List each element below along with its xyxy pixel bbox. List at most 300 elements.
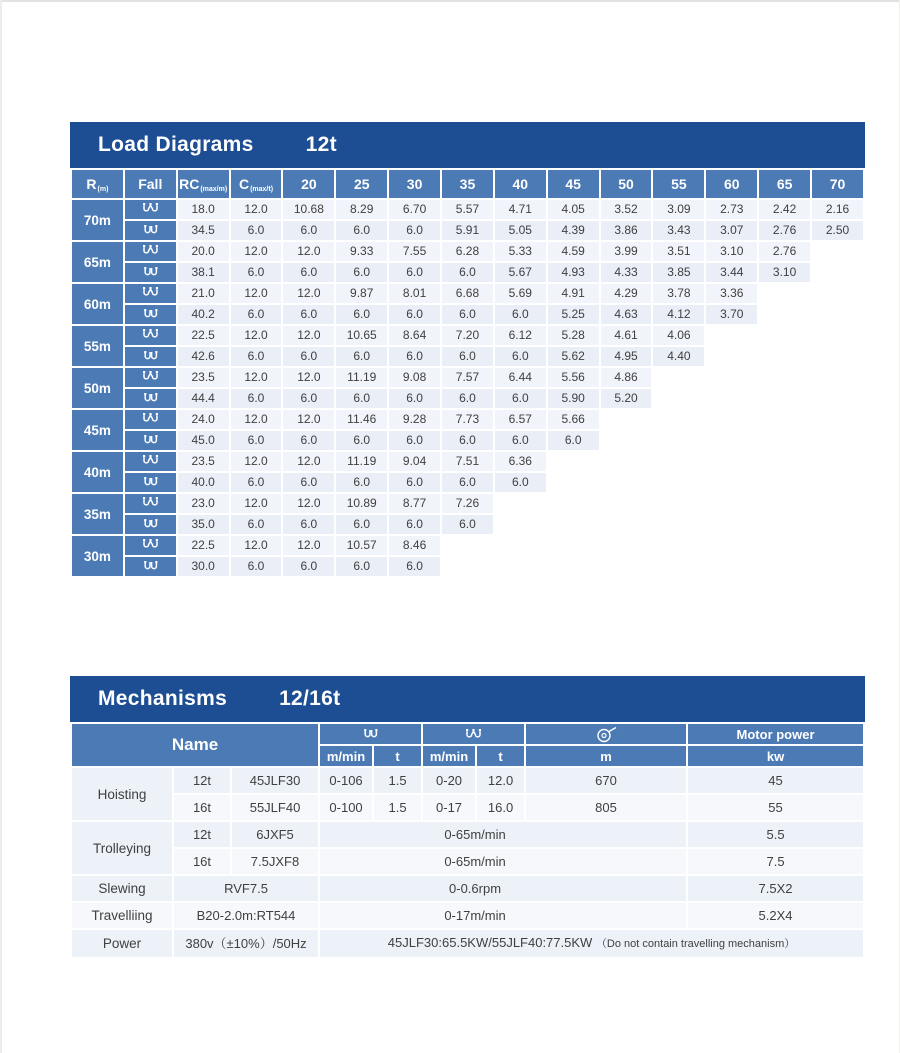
load-value-cell: 12.0 (283, 494, 334, 513)
load-value-cell: 12.0 (231, 452, 282, 471)
load-value-cell: 4.71 (495, 200, 546, 219)
load-value-cell: 3.09 (653, 200, 704, 219)
mechanism-label-trolleying: Trolleying (72, 822, 172, 874)
load-empty-cell (759, 410, 810, 429)
model-cell: 45JLF30 (232, 768, 318, 793)
load-value-cell: 5.67 (495, 263, 546, 282)
load-value-cell: 24.0 (178, 410, 229, 429)
rope-length-cell: 670 (526, 768, 686, 793)
load-value-cell: 6.0 (336, 221, 387, 240)
load-value-cell: 4.91 (548, 284, 599, 303)
speed-cell: 0-65m/min (320, 849, 686, 874)
load-empty-cell (759, 473, 810, 492)
radius-label: 55m (72, 326, 123, 366)
col-header-jib-60: 60 (706, 170, 757, 198)
fall-2-hook-icon (125, 389, 176, 408)
fall-4-hook-icon (125, 452, 176, 471)
load-value-cell: 10.57 (336, 536, 387, 555)
radius-label: 40m (72, 452, 123, 492)
load-value-cell: 6.0 (283, 515, 334, 534)
load-row-a4 (72, 536, 863, 555)
load-value-cell: 4.93 (548, 263, 599, 282)
load-empty-cell (495, 536, 546, 555)
rope-length-cell: 805 (526, 795, 686, 820)
load-value-cell: 6.0 (336, 389, 387, 408)
load-value-cell: 23.0 (178, 494, 229, 513)
load-row-a2 (72, 473, 863, 492)
load-empty-cell (601, 431, 652, 450)
load-value-cell: 6.0 (389, 305, 440, 324)
load-diagrams-title-bar (70, 122, 865, 168)
power-spec-cell (320, 930, 863, 957)
load-value-cell: 12.0 (283, 536, 334, 555)
load-empty-cell (653, 389, 704, 408)
load-row-a4 (72, 242, 863, 261)
load-empty-cell (653, 494, 704, 513)
load-value-cell: 6.0 (389, 347, 440, 366)
load-row-a2 (72, 431, 863, 450)
load-value-cell: 12.0 (231, 200, 282, 219)
load-row-a2 (72, 557, 863, 576)
load-value-cell: 6.0 (442, 263, 493, 282)
radius-label: 70m (72, 200, 123, 240)
load-value-cell: 3.43 (653, 221, 704, 240)
fall-4-hook-icon (125, 200, 176, 219)
col-header-fall: Fall (125, 170, 176, 198)
load-value-cell: 6.0 (495, 305, 546, 324)
col-header-jib-45: 45 (548, 170, 599, 198)
load-value-cell: 8.77 (389, 494, 440, 513)
subheader-kw: kw (688, 746, 863, 766)
load-value-cell: 2.16 (812, 200, 863, 219)
load-value-cell: 10.65 (336, 326, 387, 345)
load-empty-cell (601, 452, 652, 471)
load-value-cell: 6.0 (231, 305, 282, 324)
col-header-jib-40: 40 (495, 170, 546, 198)
load-value-cell: 23.5 (178, 368, 229, 387)
load-value-cell: 6.44 (495, 368, 546, 387)
load-value-cell: 6.12 (495, 326, 546, 345)
mechanisms-section (70, 676, 865, 959)
load-empty-cell (759, 305, 810, 324)
load-empty-cell (653, 557, 704, 576)
load-value-cell: 6.0 (283, 263, 334, 282)
load-value-cell: 6.0 (231, 347, 282, 366)
fall-2-hook-icon (125, 515, 176, 534)
load-value-cell: 4.05 (548, 200, 599, 219)
load-row-a2 (72, 389, 863, 408)
load-table-header (72, 170, 863, 198)
col-header-rope-drum (526, 724, 686, 744)
speed-cell: 0-0.6rpm (320, 876, 686, 901)
load-row-a4 (72, 284, 863, 303)
load-row-a2 (72, 515, 863, 534)
load-value-cell: 6.0 (283, 473, 334, 492)
load-row-a2 (72, 221, 863, 240)
load-value-cell: 3.44 (706, 263, 757, 282)
load-row-a2 (72, 305, 863, 324)
fall-4-hook-icon (125, 284, 176, 303)
load-cell: 12.0 (477, 768, 524, 793)
load-value-cell: 22.5 (178, 536, 229, 555)
load-value-cell: 7.55 (389, 242, 440, 261)
subheader-t-1: t (374, 746, 421, 766)
slewing-row (72, 876, 863, 901)
load-empty-cell (601, 536, 652, 555)
col-header-jib-35: 35 (442, 170, 493, 198)
load-empty-cell (601, 410, 652, 429)
load-empty-cell (548, 452, 599, 471)
load-empty-cell (548, 536, 599, 555)
fall-2-hook-icon (125, 347, 176, 366)
load-value-cell: 4.29 (601, 284, 652, 303)
load-empty-cell (495, 494, 546, 513)
mechanisms-title: Mechanisms (98, 687, 228, 710)
load-value-cell: 6.0 (231, 473, 282, 492)
hoisting-row-12t (72, 768, 863, 793)
load-empty-cell (706, 452, 757, 471)
load-value-cell: 10.68 (283, 200, 334, 219)
load-value-cell: 22.5 (178, 326, 229, 345)
fall-2-hook-icon (125, 431, 176, 450)
load-empty-cell (601, 473, 652, 492)
load-value-cell: 6.0 (231, 221, 282, 240)
load-empty-cell (653, 452, 704, 471)
mechanism-label-slewing: Slewing (72, 876, 172, 901)
load-value-cell: 6.0 (389, 557, 440, 576)
motor-power-cell: 5.2X4 (688, 903, 863, 928)
load-empty-cell (706, 431, 757, 450)
load-value-cell: 3.78 (653, 284, 704, 303)
mechanisms-title-tonnage: 12/16t (279, 687, 341, 710)
col-header-jib-65: 65 (759, 170, 810, 198)
load-value-cell: 42.6 (178, 347, 229, 366)
load-empty-cell (706, 557, 757, 576)
load-value-cell: 3.10 (706, 242, 757, 261)
load-value-cell: 6.0 (336, 515, 387, 534)
load-value-cell: 6.57 (495, 410, 546, 429)
load-empty-cell (601, 557, 652, 576)
load-value-cell: 4.40 (653, 347, 704, 366)
col-header-jib-50: 50 (601, 170, 652, 198)
fall-4-hook-icon (125, 242, 176, 261)
model-cell: 7.5JXF8 (232, 849, 318, 874)
subheader-mmin-1: m/min (320, 746, 372, 766)
load-value-cell: 12.0 (231, 242, 282, 261)
load-value-cell: 21.0 (178, 284, 229, 303)
load-value-cell: 6.0 (495, 431, 546, 450)
fall-2-hook-icon (125, 305, 176, 324)
model-cell: B20-2.0m:RT544 (174, 903, 318, 928)
speed-cell: 0-20 (423, 768, 475, 793)
load-value-cell: 9.08 (389, 368, 440, 387)
load-value-cell: 3.07 (706, 221, 757, 240)
load-value-cell: 6.70 (389, 200, 440, 219)
load-empty-cell (653, 536, 704, 555)
mechanisms-title-bar (70, 676, 865, 722)
speed-cell: 0-106 (320, 768, 372, 793)
load-value-cell: 5.69 (495, 284, 546, 303)
load-value-cell: 6.0 (442, 347, 493, 366)
load-value-cell: 12.0 (283, 452, 334, 471)
rope-drum-icon (595, 725, 617, 740)
load-value-cell: 3.10 (759, 263, 810, 282)
load-empty-cell (812, 515, 863, 534)
load-value-cell: 6.68 (442, 284, 493, 303)
load-value-cell: 11.19 (336, 452, 387, 471)
load-empty-cell (548, 494, 599, 513)
load-empty-cell (706, 536, 757, 555)
load-empty-cell (759, 368, 810, 387)
load-value-cell: 5.56 (548, 368, 599, 387)
fall-4-hook-icon (125, 494, 176, 513)
load-value-cell: 3.36 (706, 284, 757, 303)
page-edge-top (0, 0, 900, 2)
load-value-cell: 6.28 (442, 242, 493, 261)
travelling-row (72, 903, 863, 928)
radius-label: 50m (72, 368, 123, 408)
load-empty-cell (812, 431, 863, 450)
load-empty-cell (548, 473, 599, 492)
load-value-cell: 2.76 (759, 242, 810, 261)
load-cell: 16.0 (477, 795, 524, 820)
load-value-cell: 7.73 (442, 410, 493, 429)
load-value-cell: 5.91 (442, 221, 493, 240)
load-empty-cell (548, 515, 599, 534)
load-empty-cell (706, 326, 757, 345)
load-row-a4 (72, 410, 863, 429)
col-header-rc: RC(max/m) (178, 170, 229, 198)
load-value-cell: 4.63 (601, 305, 652, 324)
load-value-cell: 6.0 (231, 263, 282, 282)
fall-2-hook-icon (125, 557, 176, 576)
fall-4-hook-icon (125, 326, 176, 345)
load-diagrams-table (70, 168, 865, 578)
load-row-a4 (72, 452, 863, 471)
load-value-cell: 45.0 (178, 431, 229, 450)
load-value-cell: 5.28 (548, 326, 599, 345)
fall-4-hook-icon (125, 368, 176, 387)
load-empty-cell (812, 536, 863, 555)
load-empty-cell (759, 452, 810, 471)
load-value-cell: 12.0 (231, 494, 282, 513)
load-value-cell: 6.0 (442, 473, 493, 492)
col-header-radius: R(m) (72, 170, 123, 198)
load-empty-cell (706, 494, 757, 513)
load-empty-cell (812, 389, 863, 408)
load-empty-cell (812, 473, 863, 492)
col-header-two-fall (320, 724, 421, 744)
fall-4-hook-icon (464, 726, 483, 741)
load-value-cell: 23.5 (178, 452, 229, 471)
motor-power-cell: 7.5X2 (688, 876, 863, 901)
subheader-m: m (526, 746, 686, 766)
load-row-a2 (72, 347, 863, 366)
load-empty-cell (601, 515, 652, 534)
load-value-cell: 2.76 (759, 221, 810, 240)
load-empty-cell (759, 284, 810, 303)
rc-unit-sub: (max/m) (200, 185, 228, 193)
hoisting-row-16t (72, 795, 863, 820)
load-value-cell: 6.0 (548, 431, 599, 450)
load-value-cell: 8.01 (389, 284, 440, 303)
load-empty-cell (812, 347, 863, 366)
load-value-cell: 6.0 (336, 431, 387, 450)
load-value-cell: 5.90 (548, 389, 599, 408)
load-value-cell: 6.0 (389, 473, 440, 492)
load-value-cell: 6.36 (495, 452, 546, 471)
col-header-name: Name (72, 724, 318, 766)
load-value-cell: 6.0 (495, 473, 546, 492)
load-value-cell: 9.87 (336, 284, 387, 303)
load-empty-cell (442, 557, 493, 576)
speed-cell: 0-65m/min (320, 822, 686, 847)
load-table-body (72, 200, 863, 576)
load-value-cell: 3.52 (601, 200, 652, 219)
load-value-cell: 44.4 (178, 389, 229, 408)
col-header-c: C(max/t) (231, 170, 282, 198)
load-empty-cell (495, 515, 546, 534)
load-value-cell: 9.33 (336, 242, 387, 261)
speed-cell: 0-17m/min (320, 903, 686, 928)
load-empty-cell (706, 347, 757, 366)
mechanism-label-power: Power (72, 930, 172, 957)
speed-cell: 0-17 (423, 795, 475, 820)
load-value-cell: 6.0 (283, 221, 334, 240)
col-header-jib-30: 30 (389, 170, 440, 198)
load-value-cell: 12.0 (231, 284, 282, 303)
load-value-cell: 4.06 (653, 326, 704, 345)
load-value-cell: 12.0 (283, 242, 334, 261)
load-empty-cell (706, 368, 757, 387)
load-value-cell: 12.0 (231, 536, 282, 555)
fall-4-hook-icon (125, 536, 176, 555)
load-value-cell: 6.0 (495, 389, 546, 408)
load-value-cell: 6.0 (336, 263, 387, 282)
load-empty-cell (548, 557, 599, 576)
load-empty-cell (759, 326, 810, 345)
load-value-cell: 6.0 (283, 305, 334, 324)
load-empty-cell (759, 347, 810, 366)
load-value-cell: 7.20 (442, 326, 493, 345)
fall-2-hook-icon (125, 221, 176, 240)
load-value-cell: 6.0 (231, 431, 282, 450)
load-value-cell: 3.70 (706, 305, 757, 324)
load-value-cell: 4.95 (601, 347, 652, 366)
load-empty-cell (759, 515, 810, 534)
mechanisms-table-body (72, 768, 863, 957)
subheader-mmin-2: m/min (423, 746, 475, 766)
mechanism-label-travelling: Travelliing (72, 903, 172, 928)
load-value-cell: 7.26 (442, 494, 493, 513)
col-header-jib-20: 20 (283, 170, 334, 198)
load-value-cell: 6.0 (442, 431, 493, 450)
load-empty-cell (812, 263, 863, 282)
radius-label: 35m (72, 494, 123, 534)
col-header-jib-70: 70 (812, 170, 863, 198)
load-empty-cell (653, 368, 704, 387)
load-value-cell: 4.12 (653, 305, 704, 324)
load-empty-cell (812, 305, 863, 324)
load-value-cell: 20.0 (178, 242, 229, 261)
fall-4-hook-icon (125, 410, 176, 429)
power-spec-note: （Do not contain travelling mechanism） (595, 938, 796, 950)
load-value-cell: 12.0 (283, 410, 334, 429)
motor-power-cell: 5.5 (688, 822, 863, 847)
load-row-a2 (72, 263, 863, 282)
load-value-cell: 6.0 (283, 347, 334, 366)
load-value-cell: 12.0 (231, 410, 282, 429)
load-value-cell: 6.0 (389, 389, 440, 408)
load-value-cell: 30.0 (178, 557, 229, 576)
load-value-cell: 8.46 (389, 536, 440, 555)
load-value-cell: 6.0 (389, 431, 440, 450)
load-value-cell: 9.28 (389, 410, 440, 429)
load-value-cell: 5.62 (548, 347, 599, 366)
voltage-cell: 380v（±10%）/50Hz (174, 930, 318, 957)
load-empty-cell (812, 242, 863, 261)
motor-power-cell: 55 (688, 795, 863, 820)
load-diagrams-title: Load Diagrams (98, 133, 254, 156)
load-value-cell: 11.46 (336, 410, 387, 429)
load-value-cell: 5.57 (442, 200, 493, 219)
load-value-cell: 12.0 (231, 368, 282, 387)
load-empty-cell (759, 389, 810, 408)
load-value-cell: 6.0 (231, 515, 282, 534)
load-empty-cell (759, 557, 810, 576)
load-value-cell: 2.42 (759, 200, 810, 219)
load-value-cell: 11.19 (336, 368, 387, 387)
load-value-cell: 12.0 (283, 368, 334, 387)
load-row-a4 (72, 368, 863, 387)
motor-power-cell: 7.5 (688, 849, 863, 874)
load-empty-cell (759, 431, 810, 450)
load-value-cell: 4.86 (601, 368, 652, 387)
load-value-cell: 8.29 (336, 200, 387, 219)
load-row-a4 (72, 200, 863, 219)
load-empty-cell (706, 389, 757, 408)
mechanism-label-hoisting: Hoisting (72, 768, 172, 820)
mechanisms-table (70, 722, 865, 959)
load-empty-cell (812, 326, 863, 345)
load-value-cell: 7.57 (442, 368, 493, 387)
load-value-cell: 5.66 (548, 410, 599, 429)
load-empty-cell (812, 452, 863, 471)
radius-label: 60m (72, 284, 123, 324)
capacity-cell: 16t (174, 849, 230, 874)
load-empty-cell (759, 536, 810, 555)
subheader-t-2: t (477, 746, 524, 766)
load-value-cell: 5.25 (548, 305, 599, 324)
c-unit-sub: (max/t) (250, 185, 274, 193)
load-value-cell: 6.0 (389, 221, 440, 240)
load-empty-cell (706, 473, 757, 492)
load-empty-cell (653, 431, 704, 450)
load-value-cell: 12.0 (283, 326, 334, 345)
load-value-cell: 6.0 (283, 557, 334, 576)
load-value-cell: 5.20 (601, 389, 652, 408)
load-row-a4 (72, 326, 863, 345)
load-value-cell: 6.0 (336, 305, 387, 324)
load-empty-cell (601, 494, 652, 513)
load-value-cell: 6.0 (231, 557, 282, 576)
load-value-cell: 12.0 (283, 284, 334, 303)
load-value-cell: 6.0 (283, 389, 334, 408)
load-empty-cell (812, 494, 863, 513)
model-cell: RVF7.5 (174, 876, 318, 901)
power-spec-text: 45JLF30:65.5KW/55JLF40:77.5KW (387, 935, 593, 950)
load-value-cell: 6.0 (442, 515, 493, 534)
